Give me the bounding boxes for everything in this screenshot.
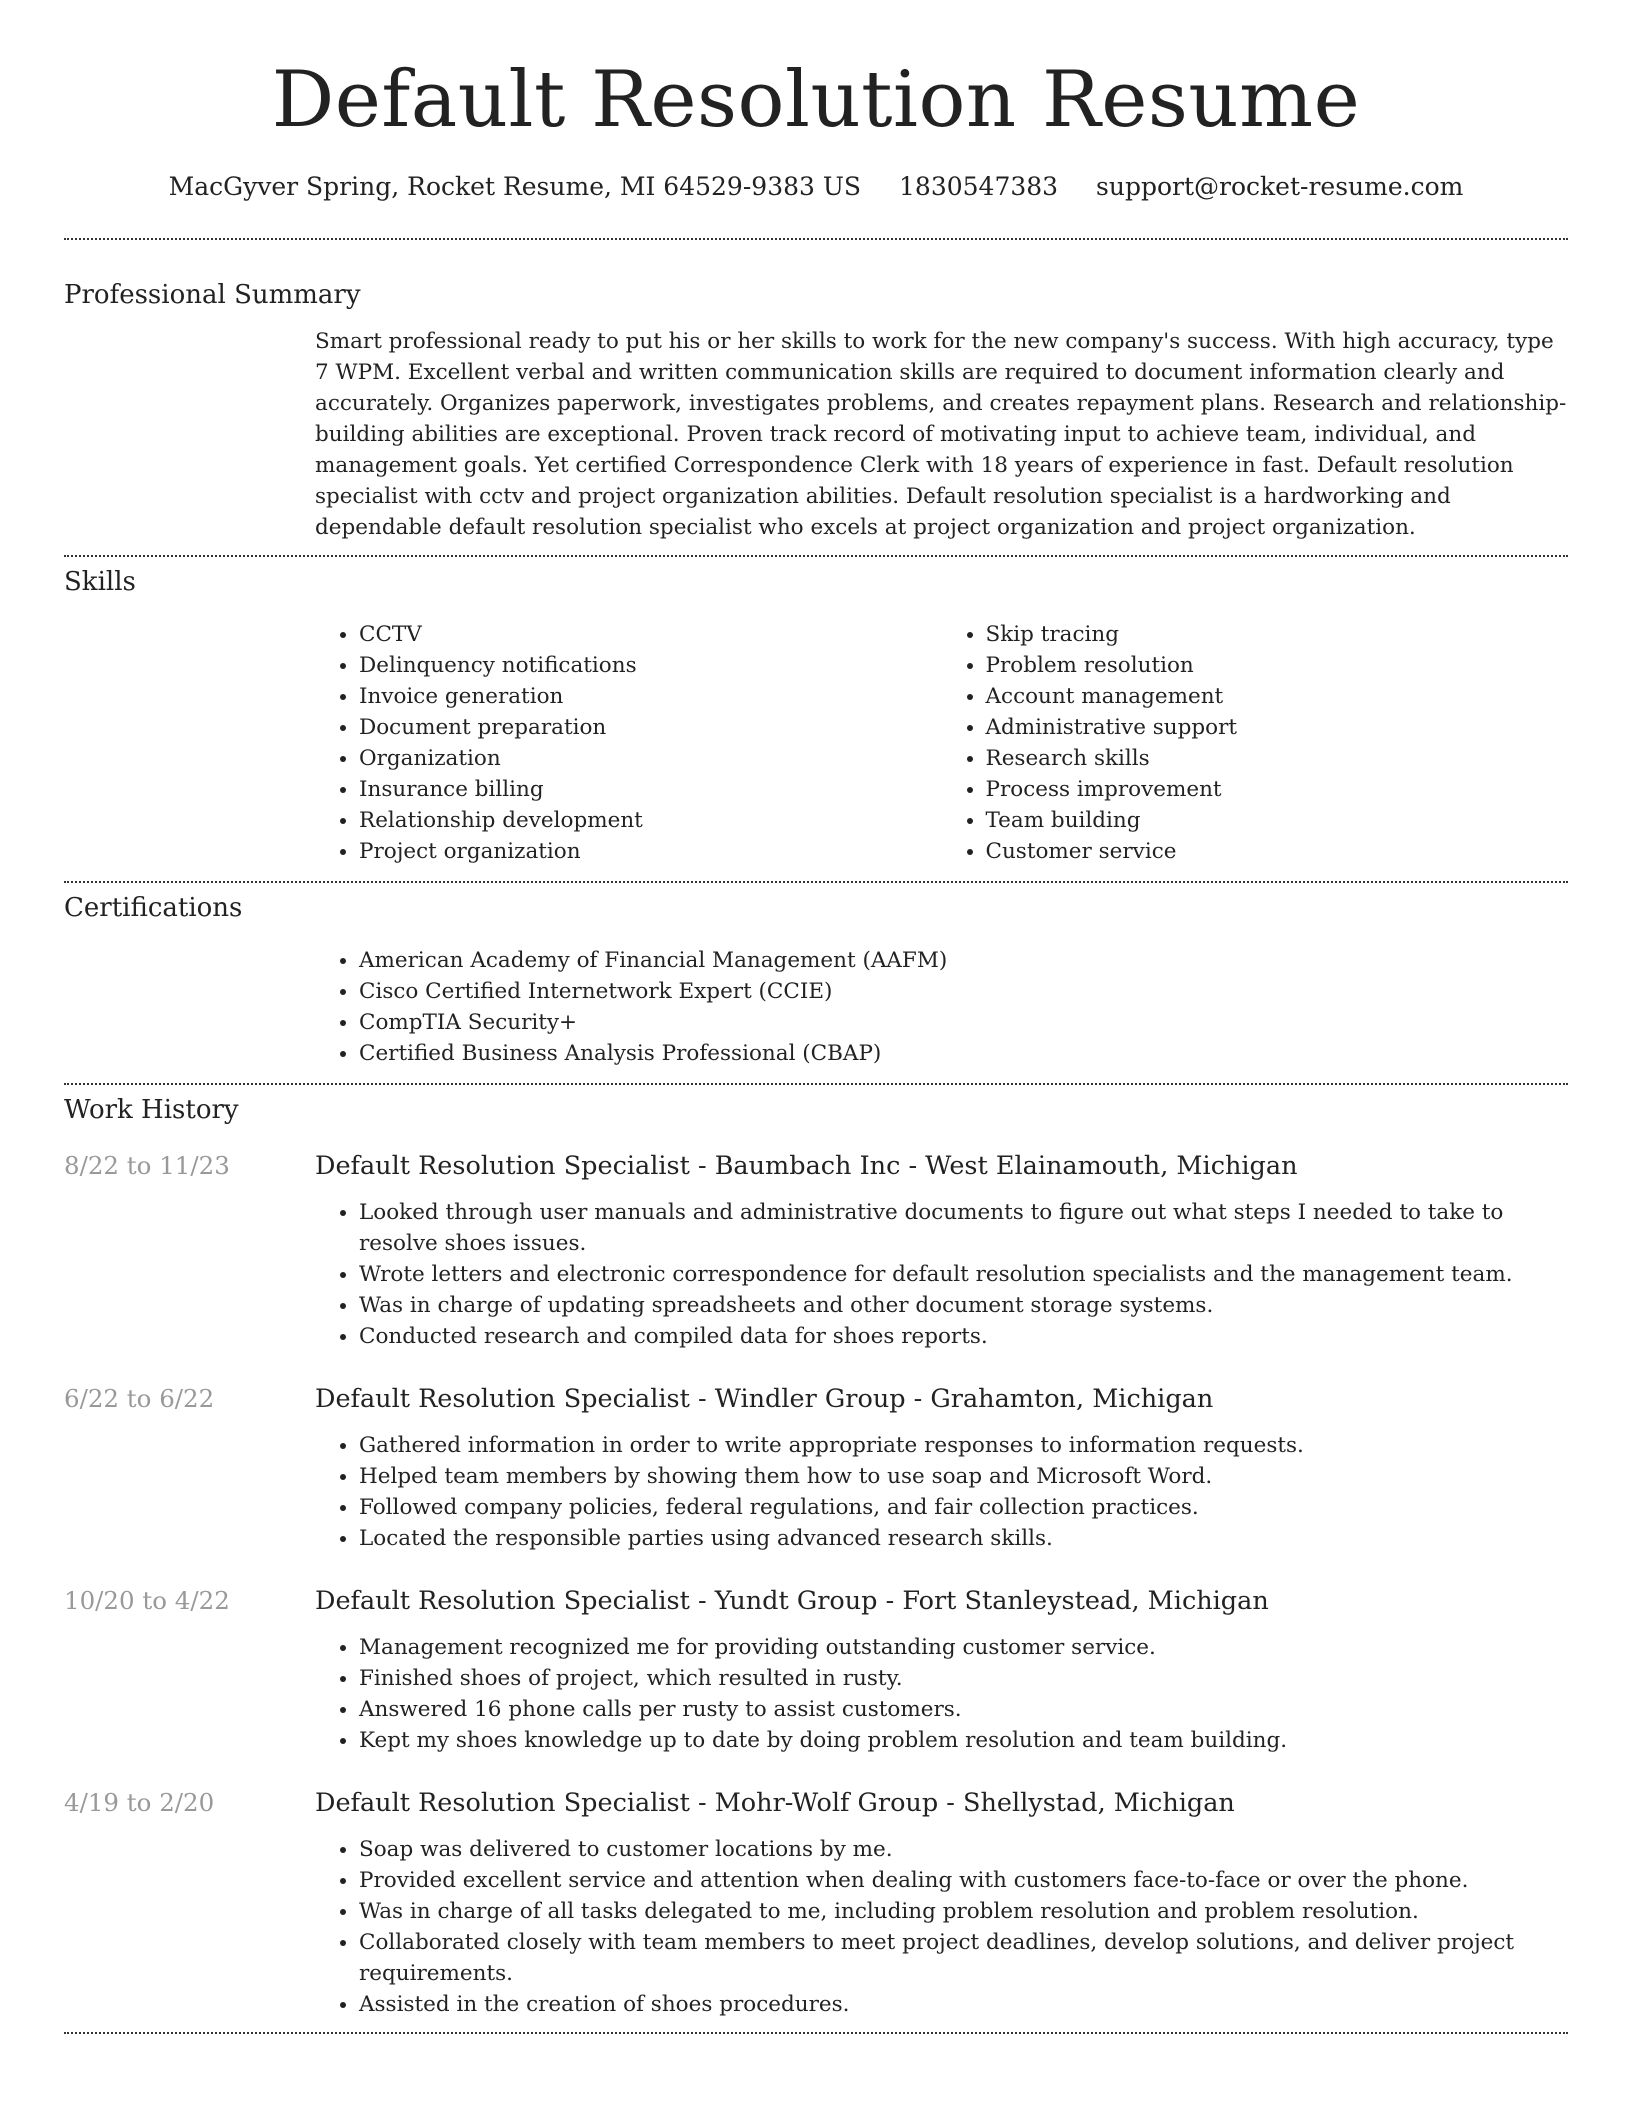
- resume-page: [64, 0, 1568, 2034]
- job-bullet: • Soap was delivered to customer locations by me.: [359, 1834, 1568, 1865]
- job-bullet: • Followed company policies, federal regulations, and fair collection practices.: [359, 1492, 1568, 1523]
- skill-item: • Organization: [359, 743, 942, 774]
- job-bullets: [315, 1632, 1568, 1756]
- skill-item: • Research skills: [986, 743, 1569, 774]
- skill-item: • Administrative support: [986, 712, 1569, 743]
- job-bullets: [315, 1834, 1568, 2020]
- skill-item: • Skip tracing: [986, 619, 1569, 650]
- certifications-title: Certifications: [64, 893, 243, 923]
- certification-item: • American Academy of Financial Management (AAFM): [359, 945, 1568, 976]
- skill-item: • Process improvement: [986, 774, 1569, 805]
- summary-section: [64, 278, 1568, 543]
- job-bullet: • Assisted in the creation of shoes procedures.: [359, 1989, 1568, 2020]
- skill-item: • Team building: [986, 805, 1569, 836]
- certifications-section: [64, 891, 1568, 1069]
- job-bullet: • Was in charge of updating spreadsheets and other document storage systems.: [359, 1290, 1568, 1321]
- job-bullet: • Provided excellent service and attention when dealing with customers face-to-face or over the phone.: [359, 1865, 1568, 1896]
- job-bullet: • Conducted research and compiled data for shoes reports.: [359, 1321, 1568, 1352]
- section-divider: [64, 881, 1568, 883]
- resume-name: Default Resolution Resume: [271, 55, 1361, 145]
- job-bullet-list: [315, 1632, 1568, 1756]
- skill-item: • Customer service: [986, 836, 1569, 867]
- section-divider: [64, 238, 1568, 240]
- job-dates: 10/20 to 4/22: [64, 1586, 230, 1615]
- certifications-list: [315, 945, 1568, 1069]
- work-history-section: [64, 1093, 1568, 2020]
- skill-item: • Relationship development: [359, 805, 942, 836]
- job-bullet: • Was in charge of all tasks delegated to me, including problem resolution and problem resolution.: [359, 1896, 1568, 1927]
- summary-title: Professional Summary: [64, 280, 361, 310]
- job-bullet: • Looked through user manuals and administrative documents to figure out what steps I needed to take to resolve shoes issues.: [359, 1197, 1568, 1259]
- job-bullet: • Kept my shoes knowledge up to date by doing problem resolution and team building.: [359, 1725, 1568, 1756]
- contact-address: MacGyver Spring, Rocket Resume, MI 64529-9383 US: [168, 172, 862, 201]
- job-bullet-list: [315, 1430, 1568, 1554]
- skills-title: Skills: [64, 567, 136, 597]
- skill-item: • Project organization: [359, 836, 942, 867]
- skills-list-left: [315, 619, 942, 867]
- job-bullets: [315, 1430, 1568, 1554]
- job-title: Default Resolution Specialist - Baumbach Inc - West Elainamouth, Michigan: [315, 1151, 1298, 1181]
- job-bullet-list: [315, 1197, 1568, 1352]
- job-bullet: • Wrote letters and electronic correspondence for default resolution specialists and the management team.: [359, 1259, 1568, 1290]
- job-entry: [64, 1382, 1568, 1554]
- job-dates: 8/22 to 11/23: [64, 1151, 230, 1180]
- contact-line: [64, 170, 1568, 204]
- section-divider: [64, 555, 1568, 557]
- job-bullet: • Located the responsible parties using advanced research skills.: [359, 1523, 1568, 1554]
- job-bullet: • Gathered information in order to write appropriate responses to information requests.: [359, 1430, 1568, 1461]
- skill-item: • Account management: [986, 681, 1569, 712]
- job-title: Default Resolution Specialist - Yundt Group - Fort Stanleystead, Michigan: [315, 1586, 1269, 1616]
- job-dates: 4/19 to 2/20: [64, 1788, 215, 1817]
- certification-item: • CompTIA Security+: [359, 1007, 1568, 1038]
- skills-list-right: [942, 619, 1569, 867]
- job-bullets: [315, 1197, 1568, 1352]
- job-bullet: • Collaborated closely with team members to meet project deadlines, develop solutions, and deliver project requirements.: [359, 1927, 1568, 1989]
- job-bullet-list: [315, 1834, 1568, 2020]
- work-history-title: Work History: [64, 1095, 239, 1125]
- job-title: Default Resolution Specialist - Windler Group - Grahamton, Michigan: [315, 1384, 1214, 1414]
- job-bullet: • Management recognized me for providing outstanding customer service.: [359, 1632, 1568, 1663]
- job-title: Default Resolution Specialist - Mohr-Wolf Group - Shellystad, Michigan: [315, 1788, 1235, 1818]
- skill-item: • CCTV: [359, 619, 942, 650]
- job-entry: [64, 1786, 1568, 2020]
- summary-text: Smart professional ready to put his or her skills to work for the new company's success. With high accuracy, type 7 WPM. Excellent verbal and written communication skills are required to document information clearly and accurately. Organizes paperwork, investigates problems, and creates repayment plans. Research and relationship-building abilities are exceptional. Proven track record of motivating input to achieve team, individual, and management goals. Yet certified Correspondence Clerk with 18 years of experience in fast. Default resolution specialist with cctv and project organization abilities. Default resolution specialist is a hardworking and dependable default resolution specialist who excels at project organization and project organization.: [315, 329, 1567, 540]
- job-entry: [64, 1149, 1568, 1352]
- section-divider: [64, 2032, 1568, 2034]
- section-divider: [64, 1083, 1568, 1085]
- skills-columns: [315, 619, 1568, 867]
- skill-item: • Insurance billing: [359, 774, 942, 805]
- job-bullet: • Answered 16 phone calls per rusty to assist customers.: [359, 1694, 1568, 1725]
- job-entry: [64, 1584, 1568, 1756]
- skills-section: [64, 565, 1568, 867]
- certifications-block: [315, 945, 1568, 1069]
- certification-item: • Cisco Certified Internetwork Expert (CCIE): [359, 976, 1568, 1007]
- certification-item: • Certified Business Analysis Professional (CBAP): [359, 1038, 1568, 1069]
- contact-phone: 1830547383: [899, 172, 1059, 201]
- job-dates: 6/22 to 6/22: [64, 1384, 215, 1413]
- job-bullet: • Finished shoes of project, which resulted in rusty.: [359, 1663, 1568, 1694]
- contact-email[interactable]: support@rocket-resume.com: [1096, 172, 1464, 201]
- skill-item: • Document preparation: [359, 712, 942, 743]
- skill-item: • Problem resolution: [986, 650, 1569, 681]
- skill-item: • Invoice generation: [359, 681, 942, 712]
- skill-item: • Delinquency notifications: [359, 650, 942, 681]
- job-bullet: • Helped team members by showing them how to use soap and Microsoft Word.: [359, 1461, 1568, 1492]
